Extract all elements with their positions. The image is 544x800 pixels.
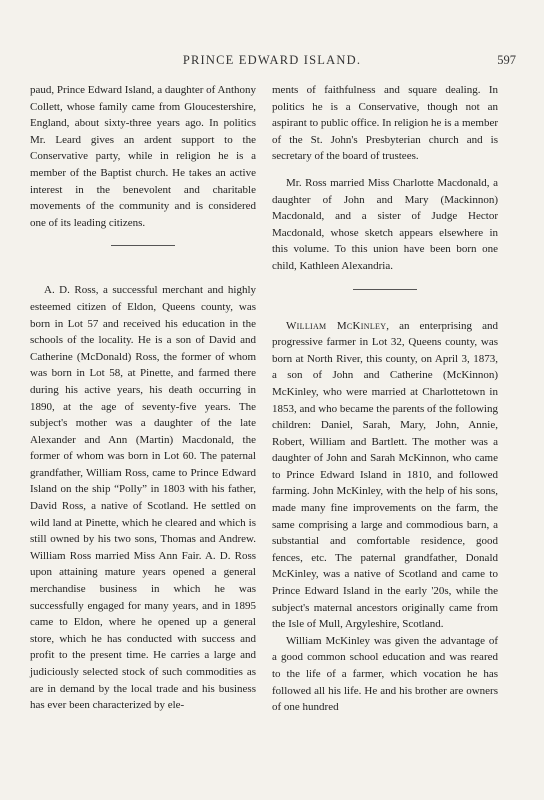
left-column [30, 82, 256, 714]
leard-paragraph-end: paud, Prince Edward Island, a daughter of Anthony Collett, whose family came from Gloucestershire, England, about sixty-three years ago. In politics Mr. Leard gives an ardent support to the Conservative party, while in religion he is a member of the Baptist church. He takes an active interest in the benevolent and charitable movements of the community and is considered one of its leading citizens. [30, 84, 256, 229]
running-title: PRINCE EDWARD ISLAND. [182, 53, 362, 67]
mckinley-paragraph-text: , an enterprising and progressive farmer in Lot 32, Queens county, was born at North River, this county, on April 3, 1873, a son of John and Catherine (McKinnon) McKinley, who were married at Charlottetown in 1853, and who became the parents of the following children: Daniel, Sarah, Mary, John, Annie, Robert, William and Bartlett. The mother was a daughter of John and Sarah McKinnon, who came to Prince Edward Island in 1810, and followed farming. John McKinley, with the help of his sons, made many fine improvements on the farm, the same comprising a large and commodious barn, a substantial and comfortable residence, good fences, etc. The paternal grandfather, Donald McKinley, was a native of Scotland and came to Prince Edward Island in the early '20s, while the subject's maternal ancestors originally came from the Isle of Mull, Argyleshire, Scotland. [272, 319, 498, 631]
ross-marriage-paragraph: Mr. Ross married Miss Charlotte Macdonald, a daughter of John and Mary (Mackinnon) Macdonald, and a sister of Judge Hector Macdonald, whose sketch appears elsewhere in this volume. To this union have been born one child, Kathleen Alexandria. [272, 176, 498, 272]
mckinley-name: William McKinley [286, 319, 387, 332]
ross-paragraph: A. D. Ross, a successful merchant and highly esteemed citizen of Eldon, Queens county, was born in Lot 57 and received his education in the schools of the locality. He is a son of David and Catherine (McDonald) Ross, the former of whom was born in Lot 58, at Pinette, and farmed there during his active years, his death occurring in 1890, at the age of seventy-five years. The subject's mother was a daughter of the late Alexander and Ann (Martin) Macdonald, the former of whom was born in Lot 60. The paternal grandfather, William Ross, came to Prince Edward Island on the ship “Polly” in 1803 with his father, David Ross, a native of Scotland. He settled on wild land at Pinette, which he cleared and which is still owned by his two sons, Thomas and Andrew. William Ross married Miss Ann Fair. A. D. Ross upon attaining mature years opened a general merchandise business in which he was successfully engaged for many years, and in 1895 came to Eldon, where he opened up a general store, which he has conducted with success and profit to the present time. He carries a large and judiciously selected stock of such commodities as are in demand by the local trade and his business has ever been characterized by ele- [30, 284, 256, 712]
running-head [0, 53, 544, 69]
mckinley-education-paragraph: William McKinley was given the advantage of a good common school education and was reared to the life of a farmer, which vocation he has followed all his life. He and his brother are owners of one hundred [272, 634, 498, 714]
ross-paragraph-continued: ments of faithfulness and square dealing. In politics he is a Conservative, though not an aspirant to public office. In religion he is a member of the St. John's Presbyterian church and is secretary of the board of trustees. [272, 84, 498, 163]
page-number: 597 [497, 53, 516, 67]
mckinley-paragraph [272, 318, 498, 633]
right-column [272, 82, 498, 716]
